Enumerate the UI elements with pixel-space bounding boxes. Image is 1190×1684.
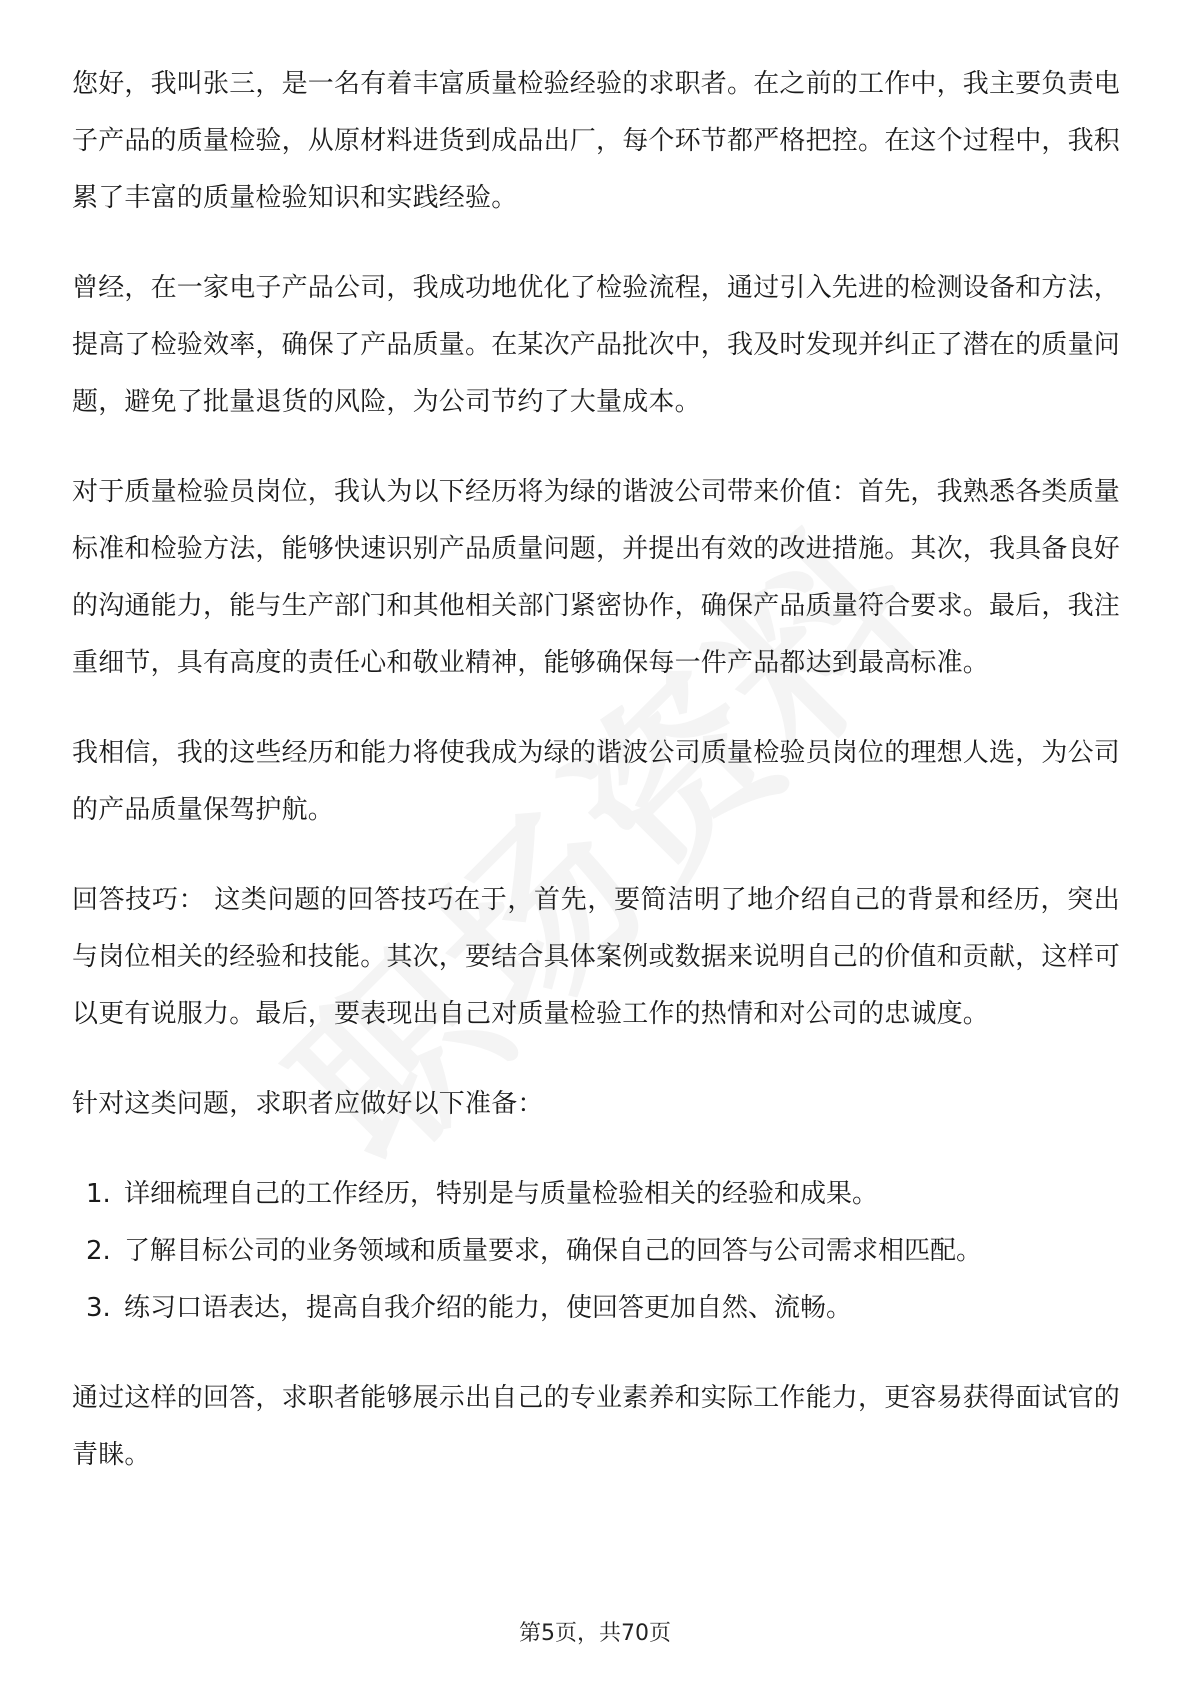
- paragraph-answer-tips: 回答技巧： 这类问题的回答技巧在于，首先，要简洁明了地介绍自己的背景和经历，突出与岗位相关的经验和技能。其次，要结合具体案例或数据来说明自己的价值和贡献，这样可以更有说服力。最后，要表现出自己对质量检验工作的热情和对公司的忠诚度。: [72, 885, 1121, 1029]
- paragraph-experience: 曾经，在一家电子产品公司，我成功地优化了检验流程，通过引入先进的检测设备和方法，提高了检验效率，确保了产品质量。在某次产品批次中，我及时发现并纠正了潜在的质量问题，避免了批量退货的风险，为公司节约了大量成本。: [72, 273, 1121, 417]
- paragraph-value: 对于质量检验员岗位，我认为以下经历将为绿的谐波公司带来价值：首先，我熟悉各类质量标准和检验方法，能够快速识别产品质量问题，并提出有效的改进措施。其次，我具备良好的沟通能力，能与生产部门和其他相关部门紧密协作，确保产品质量符合要求。最后，我注重细节，具有高度的责任心和敬业精神，能够确保每一件产品都达到最高标准。: [72, 477, 1121, 678]
- list-item-text: 了解目标公司的业务领域和质量要求，确保自己的回答与公司需求相匹配。: [124, 1236, 983, 1266]
- paragraph-conclusion: 我相信，我的这些经历和能力将使我成为绿的谐波公司质量检验员岗位的理想人选，为公司的产品质量保驾护航。: [72, 738, 1121, 825]
- paragraph-preparation-intro: 针对这类问题，求职者应做好以下准备：: [72, 1089, 544, 1119]
- preparation-list: [72, 1166, 1120, 1337]
- paragraph-intro: 您好，我叫张三，是一名有着丰富质量检验经验的求职者。在之前的工作中，我主要负责电子产品的质量检验，从原材料进货到成品出厂，每个环节都严格把控。在这个过程中，我积累了丰富的质量检验知识和实践经验。: [72, 69, 1121, 213]
- page-number: 第5页，共70页: [519, 1621, 671, 1646]
- list-item-number: 1.: [86, 1179, 111, 1209]
- list-item-text: 练习口语表达，提高自我介绍的能力，使回答更加自然、流畅。: [124, 1293, 853, 1323]
- list-item: [86, 1223, 1120, 1280]
- list-item-text: 详细梳理自己的工作经历，特别是与质量检验相关的经验和成果。: [124, 1179, 879, 1209]
- list-item: [86, 1166, 1120, 1223]
- list-item-number: 2.: [86, 1236, 111, 1266]
- list-item-number: 3.: [86, 1293, 111, 1323]
- paragraph-closing: 通过这样的回答，求职者能够展示出自己的专业素养和实际工作能力，更容易获得面试官的青睐。: [72, 1383, 1121, 1470]
- document-body: [72, 56, 1120, 1517]
- page-footer: [0, 1616, 1190, 1647]
- list-item: [86, 1280, 1120, 1337]
